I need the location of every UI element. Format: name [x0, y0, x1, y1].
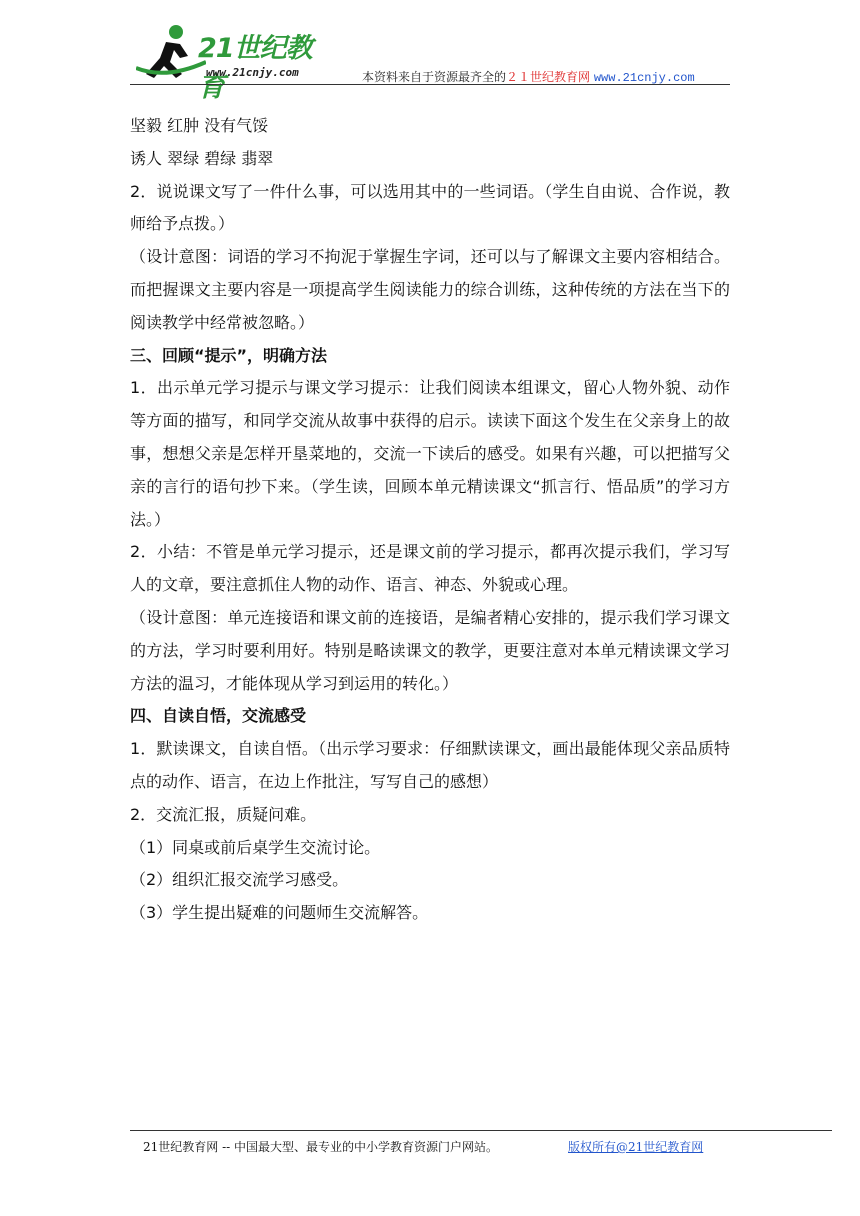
paragraph: 2．交流汇报，质疑问难。 — [130, 804, 317, 824]
vocab-line-1: 坚毅 红肿 没有气馁 — [130, 116, 269, 135]
footer-divider — [130, 1130, 832, 1131]
paragraph: 2．说说课文写了一件什么事，可以选用其中的一些词语。（学生自由说、合作说，教师给予点拨。） — [130, 181, 730, 234]
tagline-url-link[interactable]: www.21cnjy.com — [593, 71, 695, 85]
copyright-link[interactable]: 版权所有@21世纪教育网 — [568, 1140, 704, 1154]
paragraph: 1．默读课文，自读自悟。（出示学习要求：仔细默读课文，画出最能体现父亲品质特点的动作、语言，在边上作批注，写写自己的感想） — [130, 739, 730, 791]
page-header — [128, 18, 730, 103]
sub-item: （3）学生提出疑难的问题师生交流解答。 — [130, 903, 429, 923]
header-tagline — [362, 68, 695, 85]
sub-item: （1）同桌或前后桌学生交流讨论。 — [130, 837, 381, 857]
paragraph: 1．出示单元学习提示与课文学习提示：让我们阅读本组课文，留心人物外貌、动作等方面的描写，和同学交流从故事中获得的启示。读读下面这个发生在父亲身上的故事，想想父亲是怎样开垦菜地的，交流一下读后的感受。如果有兴趣，可以把描写父亲的言行的语句抄下来。（学生读，回顾本单元精读课文“抓言行、悟品质”的学习方法。） — [130, 378, 730, 529]
header-divider — [130, 84, 730, 85]
logo-url: www.21cnjy.com — [206, 66, 299, 79]
sub-item: （2）组织汇报交流学习感受。 — [130, 870, 349, 890]
tagline-brand: ２１世纪教育网 — [506, 70, 591, 84]
running-figure-logo-icon — [136, 22, 206, 84]
section-heading-4: 四、自读自悟，交流感受 — [130, 706, 307, 726]
paragraph: 2．小结：不管是单元学习提示，还是课文前的学习提示，都再次提示我们，学习写人的文章，要注意抓住人物的动作、语言、神态、外貌或心理。 — [130, 542, 730, 595]
design-intent-note: （设计意图：单元连接语和课文前的连接语，是编者精心安排的，提示我们学习课文的方法，学习时要利用好。特别是略读课文的教学，更要注意对本单元精读课文学习方法的温习，才能体现从学习到运用的转化。） — [130, 607, 730, 693]
design-intent-note: （设计意图：词语的学习不拘泥于掌握生字词，还可以与了解课文主要内容相结合。而把握课文主要内容是一项提高学生阅读能力的综合训练，这种传统的方法在当下的阅读教学中经常被忽略。） — [130, 247, 730, 332]
footer-text: 21世纪教育网 -- 中国最大型、最专业的中小学教育资源门户网站。 — [143, 1140, 499, 1154]
logo-text: 21世纪教育 — [198, 33, 312, 103]
tagline-prefix: 本资料来自于资源最齐全的 — [362, 70, 507, 84]
vocab-line-2: 诱人 翠绿 碧绿 翡翠 — [130, 148, 274, 168]
document-body — [130, 110, 730, 930]
section-heading-3: 三、回顾“提示”，明确方法 — [130, 345, 328, 365]
site-logo — [136, 22, 336, 103]
